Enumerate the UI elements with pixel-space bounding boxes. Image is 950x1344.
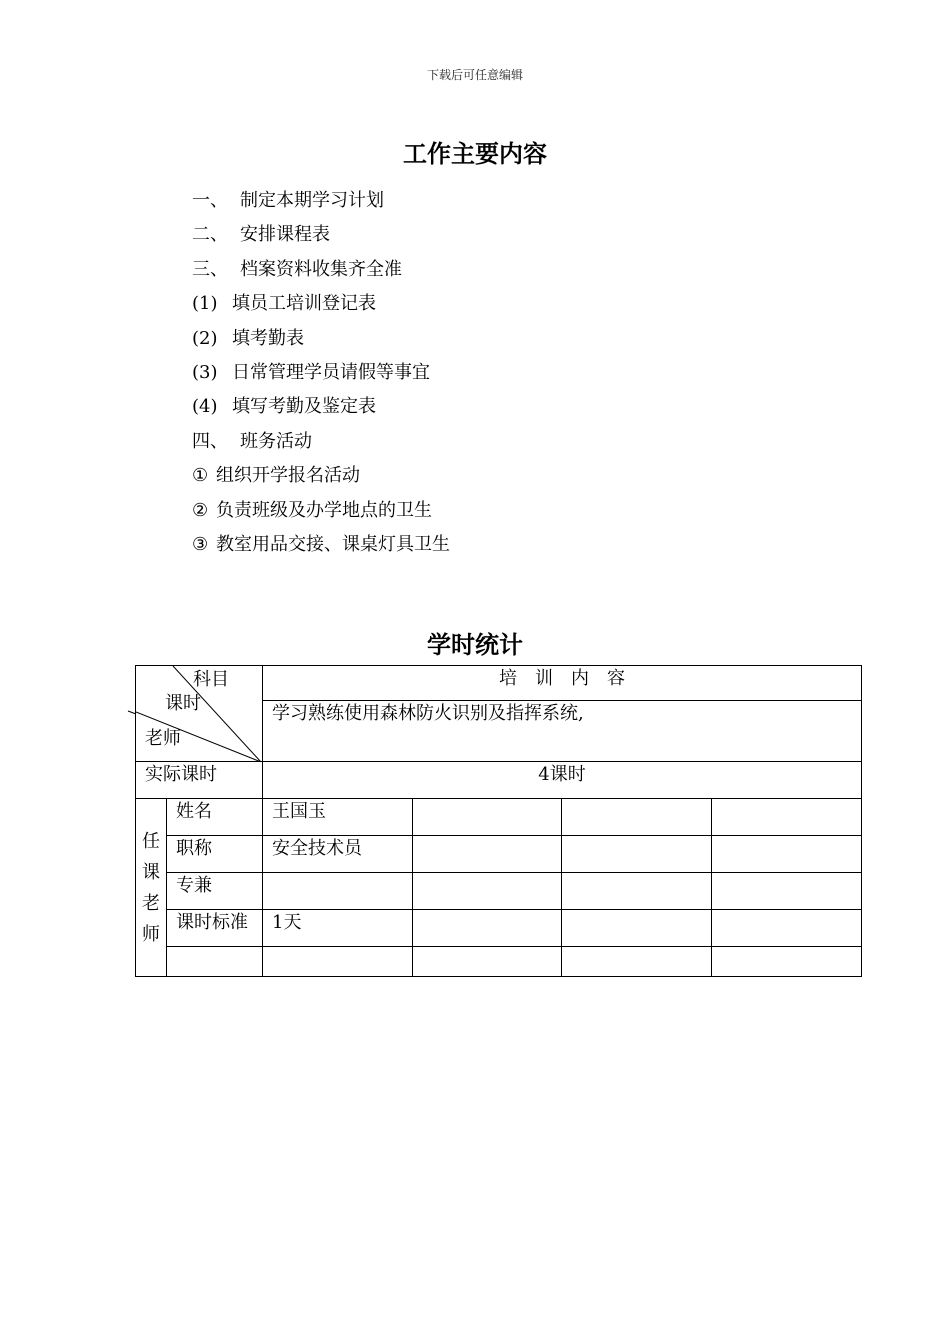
list-item [192,425,450,459]
teacher-group-char: 任 [142,830,160,852]
cell [263,873,413,910]
item-number: (3) [192,361,218,383]
cell: 1天 [263,910,413,947]
list-item [192,253,450,287]
corner-subject-label: 科目 [193,669,229,690]
item-text: 负责班级及办学地点的卫生 [216,499,432,521]
teacher-group-char: 老 [142,892,160,914]
item-number: (1) [192,293,218,315]
item-text: 安排课程表 [240,224,330,246]
item-text: 填考勤表 [232,327,304,349]
item-number: 四、 [192,430,228,452]
list-item [192,528,450,562]
cell [712,836,862,873]
actual-hours-label: 实际课时 [136,762,263,799]
cell [562,947,712,977]
teacher-group-label [136,799,167,977]
teacher-group-char: 课 [142,861,160,883]
cell [712,910,862,947]
item-text: 档案资料收集齐全准 [240,258,402,280]
cell [413,799,562,836]
cell [413,873,562,910]
item-number: (4) [192,396,218,418]
corner-hours-label: 课时 [165,693,201,714]
list-item [192,459,450,493]
list-item [192,390,450,424]
cell [562,873,712,910]
cell [413,836,562,873]
item-number: 三、 [192,258,228,280]
stats-title: 学时统计 [427,631,523,659]
item-text: 制定本期学习计划 [240,190,384,211]
header-note: 下载后可任意编辑 [426,68,523,82]
cell: 安全技术员 [263,836,413,873]
item-number: ② [192,499,209,521]
list-item [192,322,450,356]
cell [712,873,862,910]
item-number: (2) [192,327,218,349]
row-label: 职称 [167,836,263,873]
cell [562,836,712,873]
item-number: ① [192,465,209,487]
row-label [167,947,263,977]
item-text: 日常管理学员请假等事宜 [232,361,430,383]
training-header: 培 训 内 容 [263,666,862,701]
actual-hours-value: 4课时 [263,762,862,799]
list-item [192,287,450,321]
item-number: ③ [192,533,209,555]
cell [263,947,413,977]
cell [562,910,712,947]
cell [712,947,862,977]
item-text: 教室用品交接、课桌灯具卫生 [216,533,450,555]
corner-teacher-label: 老师 [145,728,181,749]
list-item [192,356,450,390]
training-content: 学习熟练使用森林防火识别及指挥系统, [263,701,862,762]
list-item [192,494,450,528]
item-text: 填写考勤及鉴定表 [232,396,376,418]
row-label: 专兼 [167,873,263,910]
page-title: 工作主要内容 [403,140,547,168]
item-number: 一、 [192,190,228,211]
cell [413,910,562,947]
list-item [192,218,450,252]
list-item [192,184,450,218]
work-content-list [192,184,450,562]
cell [562,799,712,836]
cell [712,799,862,836]
item-number: 二、 [192,224,228,246]
row-label: 姓名 [167,799,263,836]
item-text: 组织开学报名活动 [216,465,360,487]
hours-stats-table [135,665,862,977]
cell: 王国玉 [263,799,413,836]
row-label: 课时标准 [167,910,263,947]
item-text: 班务活动 [240,430,312,452]
teacher-group-char: 师 [142,923,160,945]
corner-header-cell [136,666,263,762]
item-text: 填员工培训登记表 [232,293,376,315]
cell [413,947,562,977]
